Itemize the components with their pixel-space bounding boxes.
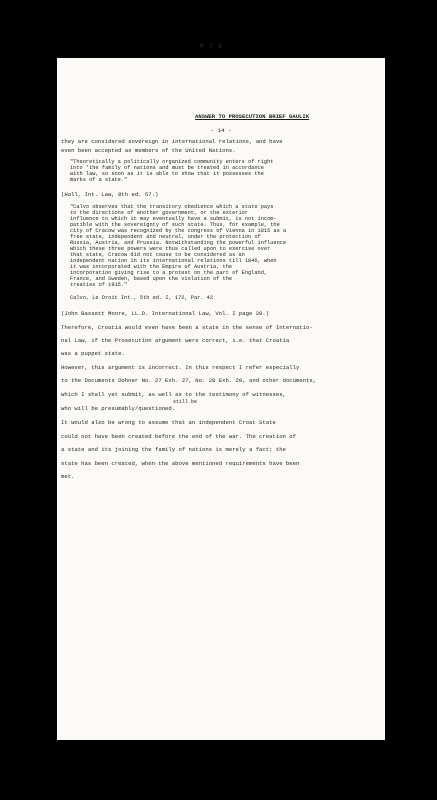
quote-line: independent nation in its international relations till 1846, when (70, 258, 277, 264)
quote-line: marks of a state." (70, 177, 128, 183)
citation: (Hall, Int. Law, 8th ed. 57.) (61, 191, 159, 198)
quote-line: "Theoretically a politically organized community enters of right (70, 159, 274, 165)
citation: (John Bassett Moore, LL.D. International Law, Vol. I page 20.) (61, 310, 270, 317)
quote-line: free state, independent and neutral, under the protection of (70, 234, 261, 240)
page-number: - 14 - (210, 127, 232, 134)
quote-line: treaties of 1815." (70, 282, 128, 288)
quote-line: it was incorporated with the Empire of Austria, the (70, 264, 233, 270)
quote-line: into 'the family of nations and must be treated in accordance (70, 165, 264, 171)
paragraph-line: nal Law, if the Prosecution argument were correct, i.e. that Croatia (61, 337, 290, 344)
quote-line: patible with the sovereignty of such state. Thus, for example, the (70, 222, 280, 228)
quote-line: "Calvo observes that the transitory obedience which a state pays (70, 204, 274, 210)
paragraph-line: a state and its joining the family of nations is merely a fact; the (61, 446, 286, 453)
citation: Calvo, Le Droit Int., 5th ed. I, 172, Par. 42 (70, 295, 214, 301)
paragraph-line: However, this argument is incorrect. In this respect I refer especially (61, 364, 300, 371)
paragraph-line: even been accepted as members of the United Nations. (61, 147, 236, 154)
paragraph-line: state has been created, when the above mentioned requirements have been (61, 460, 300, 467)
quote-line: which these three powers were thus called upon to exercise over (70, 246, 271, 252)
quote-line: to the directions of another government, or the exterior (70, 210, 249, 216)
quote-line: with law, so soon as it is able to show that it possesses the (70, 171, 264, 177)
document-page (57, 58, 385, 740)
document-heading: ANSWER TO PROSECUTION BRIEF GAULIK (195, 113, 310, 120)
quote-line: France, and Sweden, based upon the violation of the (70, 276, 233, 282)
paragraph-line: met. (61, 473, 75, 480)
paragraph-line: was a puppet state. (61, 350, 125, 357)
paragraph-line: It would also be wrong to assume that an independent Croat State (61, 419, 276, 426)
quote-line: incorporation giving rise to a protest on the part of England, (70, 270, 268, 276)
handwritten-insert: still be (173, 399, 198, 405)
quote-line: that state, Cracow did not cease to be considered as an (70, 252, 245, 258)
paragraph-line: could not have been created before the end of the war. The creation of (61, 433, 296, 440)
paragraph-line: to the Documents Dohner No. 27 Exh. 27, No. 28 Exh. 28, and other documents, (61, 377, 317, 384)
quote-line: Russia, Austria, and Prussia. Notwithstanding the powerful influence (70, 240, 287, 246)
paragraph-line: which I shall yet submit, as well as to the testimony of witnesses, (61, 391, 286, 398)
paragraph-line: Therefore, Croatia would even have been a state in the sense of Internatio- (61, 324, 313, 331)
page-stamp-number: 0 7 6 (200, 43, 224, 50)
quote-line: influence to which it may eventually have a submit, is not incom- (70, 216, 277, 222)
quote-line: city of Cracow was recognized by the congress of Vienna in 1815 as a (70, 228, 287, 234)
paragraph-line: they are considered sovereign in international relations, and have (61, 138, 283, 145)
paragraph-line: who will be presumably/questioned. (61, 405, 176, 412)
